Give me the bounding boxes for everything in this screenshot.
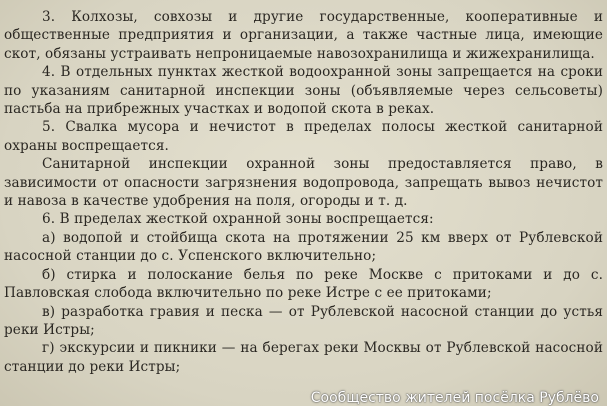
watermark-text: Сообщество жителей посёлка Рублёво — [310, 390, 599, 406]
paragraph-6-item-b: б) стирка и полоскание белья по реке Москве с притоками и до с. Павловская слобода включительно по реке Истре с ее притоками; — [4, 266, 603, 302]
paragraph-5-continued: Санитарной инспекции охранной зоны предоставляется право, в зависимости от опасности загрязнения водопровода, запрещать вывоз нечистот и навоза в качестве удобрения на поля, огороды и т. д. — [4, 156, 603, 210]
paragraph-6-item-g: г) экскурсии и пикники — на берегах реки Москвы от Рублевской насосной станции до реки Истры; — [4, 340, 603, 375]
paragraph-5: 5. Свалка мусора и нечистот в пределах полосы жесткой санитарной охраны воспрещается. — [4, 119, 603, 154]
document-body — [4, 8, 603, 376]
paragraph-4: 4. В отдельных пунктах жесткой водоохранной зоны запрещается на сроки по указаниям санитарной инспекции зоны (объявляемые через сельсоветы) пастьба на прибрежных участках и водопой скота в реках. — [4, 64, 603, 118]
paragraph-3: 3. Колхозы, совхозы и другие государственные, кооперативные и общественные предприятия и организации, а также частные лица, имеющие скот, обязаны устраивать непроницаемые навозохранилища и жижехранилища. — [4, 9, 603, 62]
paragraph-6-item-v: в) разработка гравия и песка — от Рублевской насосной станции до устья реки Истры; — [4, 303, 603, 338]
paragraph-6-item-a: а) водопой и стойбища скота на протяжении 25 км вверх от Рублевской насосной станции до с. Успенского включительно; — [4, 229, 603, 265]
paragraph-6: 6. В пределах жесткой охранной зоны воспрещается: — [42, 211, 434, 228]
